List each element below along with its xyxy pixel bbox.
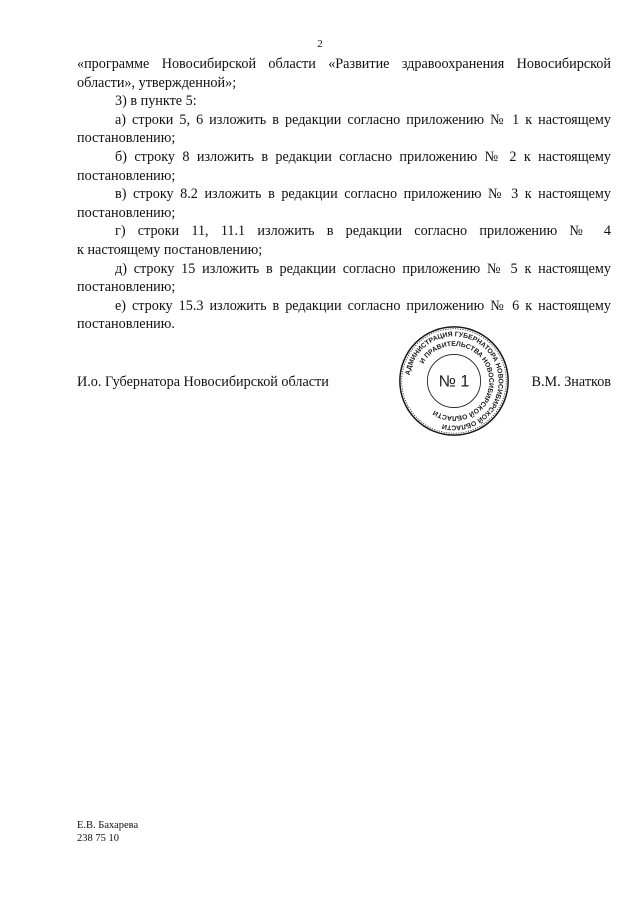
executor-name: Е.В. Бахарева [77, 820, 139, 831]
executor-phone: 238 75 10 [77, 832, 119, 844]
text-line: области», утвержденной»; [77, 74, 237, 91]
text-line: постановлению; [77, 167, 176, 184]
text-line: б) строку 8 изложить в редакции согласно приложению № 2 к настоящему [115, 148, 611, 165]
text-line: к настоящему постановлению; [77, 241, 263, 258]
text-line: д) строку 15 изложить в редакции согласно приложению № 5 к настоящему [115, 260, 611, 277]
text-line: г) строки 11, 11.1 изложить в редакции согласно приложению № 4 [115, 223, 611, 240]
paragraph-item-e [77, 297, 611, 334]
document-body [77, 55, 611, 334]
seal-number: № 1 [438, 372, 470, 391]
signatory-name: В.М. Знатков [531, 374, 611, 390]
signatory-position: И.о. Губернатора Новосибирской области [77, 374, 329, 390]
paragraph-item-v [77, 185, 611, 222]
text-line: постановлению. [77, 316, 175, 333]
official-seal-stamp [397, 324, 511, 438]
text-line: е) строку 15.3 изложить в редакции согласно приложению № 6 к настоящему [115, 297, 611, 314]
paragraph-continuation [77, 55, 611, 92]
seal-inner-text: И ПРАВИТЕЛЬСТВА НОВОСИБИРСКОЙ ОБЛАСТИ [418, 340, 495, 422]
text-line: 3) в пункте 5: [115, 93, 197, 110]
text-line: постановлению; [77, 204, 176, 221]
text-line: в) строку 8.2 изложить в редакции согласно приложению № 3 к настоящему [115, 186, 611, 203]
paragraph-item-a [77, 111, 611, 148]
executor-info [77, 820, 138, 845]
page-number: 2 [317, 38, 323, 50]
text-line: постановлению; [77, 130, 176, 147]
paragraph-item-3 [77, 92, 611, 111]
text-line: «программе Новосибирской области «Развитие здравоохранения Новосибирской [77, 56, 611, 72]
paragraph-item-d [77, 260, 611, 297]
text-line: а) строки 5, 6 изложить в редакции согласно приложению № 1 к настоящему [115, 111, 611, 128]
seal-outer-text: АДМИНИСТРАЦИЯ ГУБЕРНАТОРА НОВОСИБИРСКОЙ ОБЛАСТИ [404, 331, 504, 431]
paragraph-item-b [77, 148, 611, 185]
text-line: постановлению; [77, 279, 176, 296]
paragraph-item-g [77, 222, 611, 259]
